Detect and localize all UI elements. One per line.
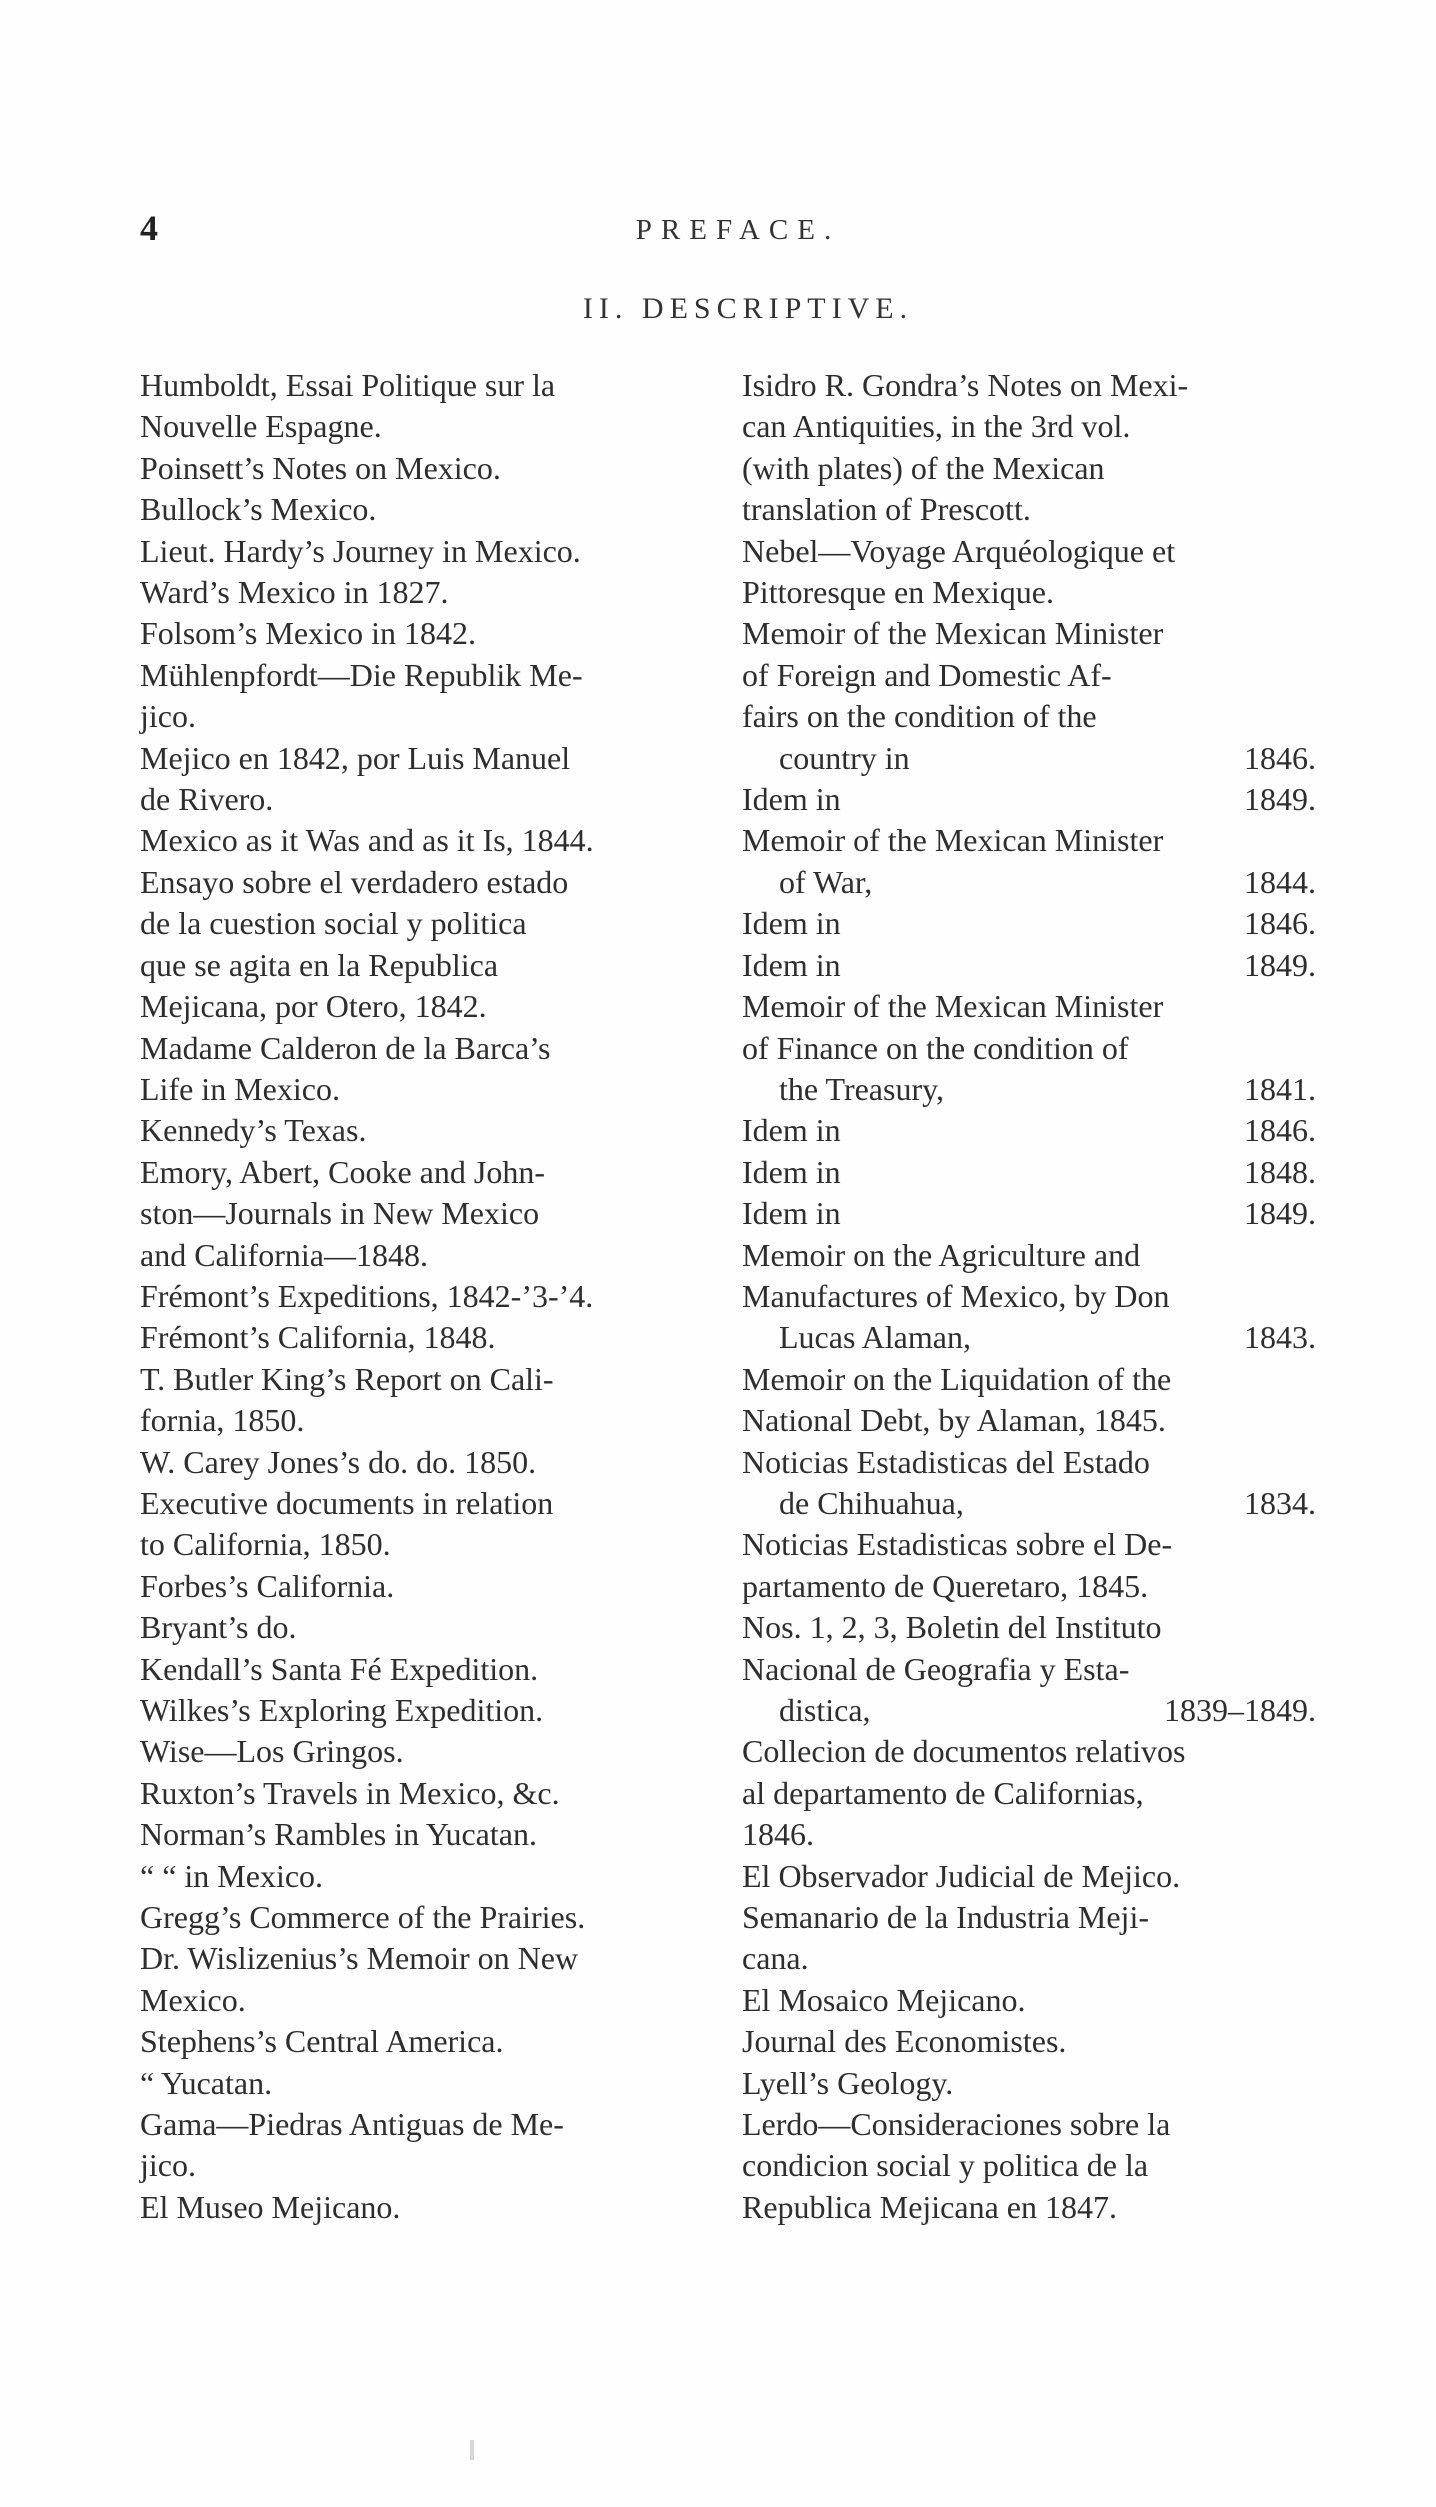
entry-line-with-year — [779, 1483, 1316, 1524]
entry-line: Norman’s Rambles in Yucatan. — [140, 1816, 537, 1853]
entry-year: 1846. — [1244, 739, 1316, 776]
entry-text: the Treasury, — [779, 1070, 945, 1107]
bibliography-entry — [140, 448, 710, 489]
bibliography-entry — [140, 1897, 710, 1938]
entry-line: Mejico en 1842, por Luis Manuel — [140, 739, 571, 776]
entry-text: of War, — [779, 863, 873, 900]
entry-line: Noticias Estadisticas sobre el De- — [742, 1526, 1173, 1563]
entry-line-with-year — [742, 945, 1316, 986]
bibliography-entry — [742, 2063, 1316, 2104]
bibliography-entry — [140, 572, 710, 613]
bibliography-entry — [140, 1442, 710, 1483]
entry-year: 1849. — [1244, 946, 1316, 983]
bibliography-entry — [742, 613, 1316, 779]
bibliography-entry — [742, 1193, 1316, 1234]
bibliography-entry — [140, 1731, 710, 1772]
entry-line: Frémont’s California, 1848. — [140, 1319, 496, 1356]
entry-line: (with plates) of the Mexican — [742, 449, 1105, 486]
entry-line: Ruxton’s Travels in Mexico, &c. — [140, 1774, 560, 1811]
entry-text: Idem in — [742, 781, 841, 818]
entry-line: Bullock’s Mexico. — [140, 491, 377, 528]
entry-text: country in — [779, 739, 910, 776]
entry-line: de Rivero. — [140, 781, 274, 818]
entry-line: Wise—Los Gringos. — [140, 1733, 404, 1770]
entry-line: Humboldt, Essai Politique sur la — [140, 367, 556, 403]
entry-line: Pittoresque en Mexique. — [742, 574, 1054, 611]
entry-text: Idem in — [742, 946, 841, 983]
entry-line: Noticias Estadisticas del Estado — [742, 1443, 1150, 1480]
entry-line: Semanario de la Industria Meji- — [742, 1899, 1149, 1936]
entry-line: Madame Calderon de la Barca’s — [140, 1029, 551, 1066]
bibliography-entry — [140, 1152, 710, 1276]
entry-text: Idem in — [742, 1195, 841, 1232]
entry-line: Lieut. Hardy’s Journey in Mexico. — [140, 532, 581, 569]
bibliography-entry — [140, 1028, 710, 1111]
left-column-bibliography — [140, 365, 710, 2228]
entry-line-with-year — [779, 862, 1316, 903]
entry-line: Memoir of the Mexican Minister — [742, 988, 1164, 1025]
entry-line: condicion social y politica de la — [742, 2147, 1149, 2184]
bibliography-entry — [742, 986, 1316, 1110]
page-number: 4 — [140, 208, 158, 248]
entry-line: El Observador Judicial de Mejico. — [742, 1857, 1181, 1894]
bibliography-entry — [140, 2104, 710, 2187]
bibliography-entry — [742, 2021, 1316, 2062]
entry-line: and California—1848. — [140, 1236, 428, 1273]
section-heading: II. DESCRIPTIVE. — [582, 292, 914, 325]
bibliography-entry — [140, 1814, 710, 1855]
entry-line: W. Carey Jones’s do. do. 1850. — [140, 1443, 537, 1480]
entry-line: of Foreign and Domestic Af- — [742, 656, 1112, 693]
entry-line: Kennedy’s Texas. — [140, 1112, 367, 1149]
bibliography-entry — [140, 1690, 710, 1731]
entry-line: fornia, 1850. — [140, 1402, 305, 1439]
bibliography-entry — [742, 1607, 1316, 1731]
entry-line: ston—Journals in New Mexico — [140, 1195, 540, 1232]
bibliography-entry — [140, 365, 710, 448]
entry-line: Life in Mexico. — [140, 1070, 340, 1107]
entry-line: Poinsett’s Notes on Mexico. — [140, 449, 501, 486]
entry-line: Ward’s Mexico in 1827. — [140, 574, 449, 611]
entry-year: 1846. — [1244, 905, 1316, 942]
entry-text: de Chihuahua, — [779, 1484, 964, 1521]
entry-line: Wilkes’s Exploring Expedition. — [140, 1692, 544, 1728]
entry-line: Mexico. — [140, 1981, 246, 2018]
entry-line-with-year — [742, 1110, 1316, 1151]
entry-line: Nacional de Geografia y Esta- — [742, 1650, 1130, 1687]
entry-line: of Finance on the condition of — [742, 1029, 1129, 1066]
entry-line: “ “ in Mexico. — [140, 1857, 324, 1894]
entry-line: El Museo Mejicano. — [140, 2188, 401, 2225]
bibliography-entry — [140, 2187, 710, 2228]
bibliography-entry — [140, 489, 710, 530]
entry-line-with-year — [742, 779, 1316, 820]
entry-line: fairs on the condition of the — [742, 698, 1097, 735]
entry-line: Mexico as it Was and as it Is, 1844. — [140, 822, 594, 859]
entry-line: Bryant’s do. — [140, 1609, 297, 1646]
bibliography-entry — [140, 1938, 710, 2021]
entry-line-with-year — [742, 903, 1316, 944]
bibliography-entry — [140, 862, 710, 1028]
bibliography-entry — [742, 2104, 1316, 2228]
bibliography-entry — [742, 1856, 1316, 1897]
entry-line: Nouvelle Espagne. — [140, 408, 382, 445]
entry-line: Republica Mejicana en 1847. — [742, 2188, 1117, 2225]
entry-year: 1844. — [1244, 863, 1316, 900]
entry-line: Mühlenpfordt—Die Republik Me- — [140, 656, 583, 693]
entry-year: 1839–1849. — [1164, 1692, 1316, 1728]
entry-line: Kendall’s Santa Fé Expedition. — [140, 1650, 539, 1687]
entry-text: Idem in — [742, 905, 841, 942]
entry-line: Ensayo sobre el verdadero estado — [140, 863, 569, 900]
entry-line: to California, 1850. — [140, 1526, 391, 1563]
entry-text: Idem in — [742, 1112, 841, 1149]
entry-line: Frémont’s Expeditions, 1842-’3-’4. — [140, 1277, 594, 1314]
entry-line: Gama—Piedras Antiguas de Me- — [140, 2106, 564, 2143]
bibliography-entry — [742, 1524, 1316, 1607]
entry-year: 1841. — [1244, 1070, 1316, 1107]
entry-line: al departamento de Californias, — [742, 1774, 1144, 1811]
entry-line: Emory, Abert, Cooke and John- — [140, 1153, 545, 1190]
entry-line-with-year — [779, 1690, 1316, 1731]
entry-line: can Antiquities, in the 3rd vol. — [742, 408, 1131, 445]
entry-line: National Debt, by Alaman, 1845. — [742, 1402, 1166, 1439]
bibliography-entry — [140, 1276, 710, 1317]
bibliography-entry — [742, 1359, 1316, 1442]
bibliography-entry — [140, 1317, 710, 1358]
entry-line: T. Butler King’s Report on Cali- — [140, 1360, 554, 1397]
entry-year: 1834. — [1244, 1484, 1316, 1521]
entry-line-with-year — [779, 1069, 1316, 1110]
bibliography-entry — [742, 1442, 1316, 1525]
entry-line: “ Yucatan. — [140, 2064, 273, 2101]
entry-year: 1849. — [1244, 781, 1316, 818]
entry-line: Journal des Economistes. — [742, 2023, 1067, 2060]
entry-line: Mejicana, por Otero, 1842. — [140, 988, 487, 1025]
bibliography-entry — [140, 1856, 710, 1897]
entry-line: Dr. Wislizenius’s Memoir on New — [140, 1940, 579, 1977]
entry-line: Isidro R. Gondra’s Notes on Mexi- — [742, 367, 1189, 403]
bibliography-entry — [742, 903, 1316, 944]
bibliography-entry — [742, 1110, 1316, 1151]
running-title: PREFACE. — [635, 214, 841, 246]
bibliography-entry — [742, 779, 1316, 820]
entry-line: Manufactures of Mexico, by Don — [742, 1277, 1170, 1314]
entry-line: Collecion de documentos relativos — [742, 1733, 1186, 1770]
entry-line: Memoir on the Agriculture and — [742, 1236, 1141, 1273]
bibliography-entry — [140, 738, 710, 821]
entry-line: jico. — [140, 698, 196, 735]
bibliography-entry — [140, 1607, 710, 1648]
bibliography-entry — [742, 1897, 1316, 1980]
entry-line: de la cuestion social y politica — [140, 905, 527, 942]
entry-line: Gregg’s Commerce of the Prairies. — [140, 1899, 586, 1936]
entry-line: partamento de Queretaro, 1845. — [742, 1567, 1149, 1604]
entry-line: Memoir of the Mexican Minister — [742, 822, 1164, 859]
entry-line: Lyell’s Geology. — [742, 2064, 954, 2101]
entry-line: Folsom’s Mexico in 1842. — [140, 615, 477, 652]
entry-year: 1846. — [1244, 1112, 1316, 1149]
bibliography-entry — [140, 2021, 710, 2062]
bibliography-entry — [742, 531, 1316, 614]
entry-line: translation of Prescott. — [742, 491, 1031, 528]
entry-text: Lucas Alaman, — [779, 1319, 971, 1356]
right-column-bibliography — [742, 365, 1316, 2228]
bibliography-entry — [140, 1649, 710, 1690]
entry-line-with-year — [742, 1193, 1316, 1234]
bibliography-entry — [742, 1152, 1316, 1193]
bibliography-entry — [140, 820, 710, 861]
entry-line: Stephens’s Central America. — [140, 2023, 504, 2060]
entry-line-with-year — [779, 1317, 1316, 1358]
entry-line: El Mosaico Mejicano. — [742, 1981, 1026, 2018]
bibliography-entry — [140, 1773, 710, 1814]
entry-line: 1846. — [742, 1816, 814, 1853]
entry-line: Memoir of the Mexican Minister — [742, 615, 1164, 652]
bibliography-entry — [140, 613, 710, 654]
entry-line: Executive documents in relation — [140, 1484, 554, 1521]
bibliography-entry — [140, 1566, 710, 1607]
entry-line: jico. — [140, 2147, 196, 2184]
bibliography-entry — [742, 820, 1316, 903]
entry-line: Memoir on the Liquidation of the — [742, 1360, 1172, 1397]
entry-line: Forbes’s California. — [140, 1567, 395, 1604]
bibliography-entry — [140, 531, 710, 572]
entry-text: distica, — [779, 1692, 871, 1728]
entry-line: cana. — [742, 1940, 809, 1977]
bibliography-entry — [742, 365, 1316, 531]
bibliography-entry — [140, 1359, 710, 1442]
bibliography-entry — [742, 1980, 1316, 2021]
entry-year: 1848. — [1244, 1153, 1316, 1190]
bibliography-entry — [742, 1731, 1316, 1855]
bibliography-entry — [742, 1235, 1316, 1359]
entry-line: que se agita en la Republica — [140, 946, 499, 983]
bibliography-entry — [140, 1110, 710, 1151]
bibliography-entry — [742, 945, 1316, 986]
entry-year: 1843. — [1244, 1319, 1316, 1356]
entry-year: 1849. — [1244, 1195, 1316, 1232]
bibliography-entry — [140, 655, 710, 738]
entry-line: Lerdo—Consideraciones sobre la — [742, 2106, 1171, 2143]
entry-text: Idem in — [742, 1153, 841, 1190]
print-mark — [470, 2440, 474, 2460]
entry-line: Nebel—Voyage Arquéologique et — [742, 532, 1176, 569]
bibliography-entry — [140, 1483, 710, 1566]
entry-line: Nos. 1, 2, 3, Boletin del Instituto — [742, 1609, 1162, 1646]
bibliography-entry — [140, 2063, 710, 2104]
entry-line-with-year — [742, 1152, 1316, 1193]
entry-line-with-year — [779, 738, 1316, 779]
